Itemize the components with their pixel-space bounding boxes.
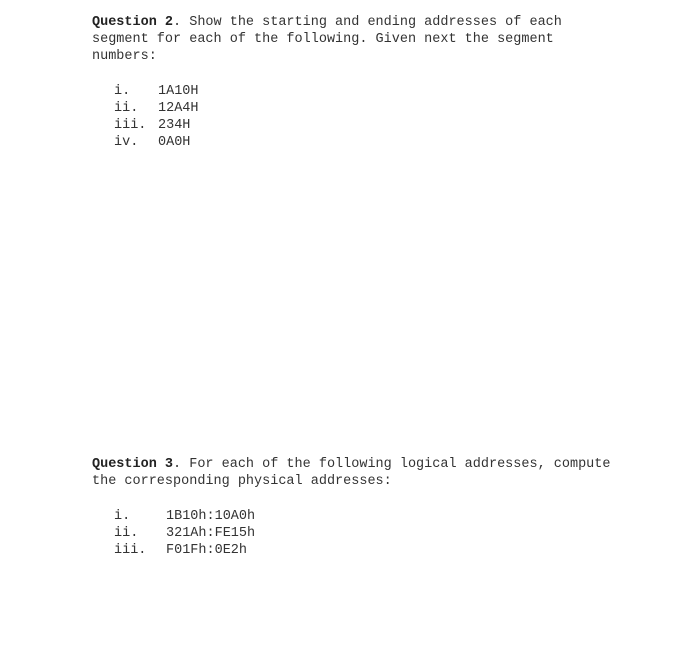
item-number: ii.	[114, 101, 139, 116]
list-item	[114, 508, 634, 525]
item-value: 1B10h:10A0h	[166, 509, 256, 524]
list-item	[114, 117, 634, 134]
item-value: 321Ah:FE15h	[166, 526, 256, 541]
question-2-label: Question 2	[92, 15, 174, 30]
question-2-prompt	[92, 14, 612, 65]
item-value: 234H	[158, 118, 191, 133]
address-list	[114, 508, 634, 559]
list-item	[114, 542, 634, 559]
item-number: i.	[114, 84, 131, 99]
list-item	[114, 134, 634, 151]
question-2	[92, 14, 612, 151]
list-item	[114, 525, 634, 542]
item-number: iv.	[114, 135, 139, 150]
list-item	[114, 83, 634, 100]
segment-list	[114, 83, 634, 151]
item-value: 0A0H	[158, 135, 191, 150]
item-value: 1A10H	[158, 84, 199, 99]
list-item	[114, 100, 634, 117]
item-number: iii.	[114, 543, 147, 558]
item-value: F01Fh:0E2h	[166, 543, 248, 558]
question-2-text: . Show the starting and ending addresses of each segment for each of the following. Given next the segment numbers:	[92, 15, 562, 64]
item-number: ii.	[114, 526, 139, 541]
item-value: 12A4H	[158, 101, 199, 116]
item-number: iii.	[114, 118, 147, 133]
question-3-label: Question 3	[92, 457, 174, 472]
question-3-prompt	[92, 456, 612, 490]
question-3-text: . For each of the following logical addresses, compute the corresponding physical addresses:	[92, 457, 611, 489]
item-number: i.	[114, 509, 131, 524]
question-3	[92, 456, 612, 559]
